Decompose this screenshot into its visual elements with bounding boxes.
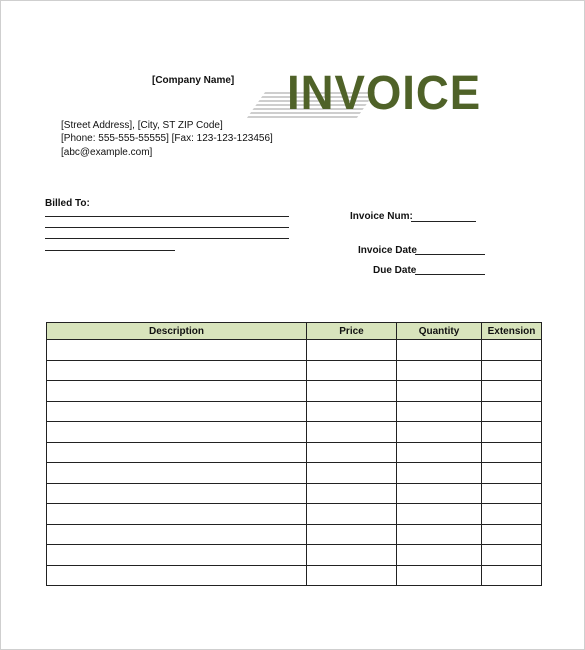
table-row (47, 360, 542, 381)
table-cell[interactable] (47, 401, 307, 422)
billed-to-line-3[interactable] (45, 238, 289, 239)
table-cell[interactable] (482, 381, 542, 402)
table-cell[interactable] (482, 504, 542, 525)
table-cell[interactable] (47, 442, 307, 463)
table-cell[interactable] (397, 422, 482, 443)
invoice-date-label: Invoice Date (358, 245, 417, 256)
table-cell[interactable] (397, 463, 482, 484)
table-cell[interactable] (47, 422, 307, 443)
table-cell[interactable] (397, 545, 482, 566)
table-row (47, 524, 542, 545)
line-items-table (46, 322, 542, 586)
billed-to-label: Billed To: (45, 198, 90, 209)
table-cell[interactable] (482, 422, 542, 443)
table-cell[interactable] (482, 360, 542, 381)
company-name: [Company Name] (152, 75, 235, 86)
invoice-date-field[interactable] (415, 254, 485, 255)
table-cell[interactable] (397, 565, 482, 586)
table-header-row (47, 323, 542, 340)
table-row (47, 340, 542, 361)
due-date-field[interactable] (415, 274, 485, 275)
table-cell[interactable] (307, 442, 397, 463)
invoice-title-block (252, 66, 482, 126)
column-header-price: Price (307, 323, 397, 340)
table-cell[interactable] (397, 483, 482, 504)
column-header-description: Description (47, 323, 307, 340)
table-cell[interactable] (307, 360, 397, 381)
company-email: [abc@example.com] (61, 147, 153, 158)
column-header-quantity: Quantity (397, 323, 482, 340)
table-cell[interactable] (482, 401, 542, 422)
table-cell[interactable] (397, 340, 482, 361)
table-cell[interactable] (482, 442, 542, 463)
invoice-num-field[interactable] (411, 221, 476, 222)
table-cell[interactable] (47, 381, 307, 402)
table-cell[interactable] (47, 504, 307, 525)
table-cell[interactable] (482, 463, 542, 484)
billed-to-line-1[interactable] (45, 216, 289, 217)
table-cell[interactable] (307, 422, 397, 443)
invoice-title: INVOICE (287, 67, 482, 120)
table-cell[interactable] (307, 340, 397, 361)
table-cell[interactable] (307, 463, 397, 484)
table-cell[interactable] (47, 360, 307, 381)
table-cell[interactable] (397, 442, 482, 463)
table-cell[interactable] (482, 483, 542, 504)
table-cell[interactable] (47, 565, 307, 586)
table-cell[interactable] (307, 401, 397, 422)
table-cell[interactable] (397, 504, 482, 525)
due-date-label: Due Date (373, 265, 417, 276)
table-cell[interactable] (307, 381, 397, 402)
table-cell[interactable] (482, 565, 542, 586)
table-row (47, 422, 542, 443)
table-row (47, 545, 542, 566)
table-cell[interactable] (397, 401, 482, 422)
table-cell[interactable] (307, 524, 397, 545)
billed-to-line-2[interactable] (45, 227, 289, 228)
table-row (47, 401, 542, 422)
table-cell[interactable] (47, 524, 307, 545)
table-row (47, 504, 542, 525)
table-cell[interactable] (482, 545, 542, 566)
table-cell[interactable] (397, 524, 482, 545)
billed-to-line-4[interactable] (45, 250, 175, 251)
table-row (47, 483, 542, 504)
column-header-extension: Extension (482, 323, 542, 340)
table-cell[interactable] (482, 524, 542, 545)
table-cell[interactable] (47, 483, 307, 504)
table-row (47, 565, 542, 586)
company-address: [Street Address], [City, ST ZIP Code] (61, 120, 223, 131)
table-cell[interactable] (397, 381, 482, 402)
table-cell[interactable] (482, 340, 542, 361)
table-row (47, 442, 542, 463)
table-cell[interactable] (47, 545, 307, 566)
invoice-num-label: Invoice Num: (350, 211, 413, 222)
table-cell[interactable] (307, 483, 397, 504)
table-row (47, 381, 542, 402)
table-cell[interactable] (47, 340, 307, 361)
table-cell[interactable] (307, 565, 397, 586)
table-cell[interactable] (47, 463, 307, 484)
table-cell[interactable] (307, 504, 397, 525)
table-row (47, 463, 542, 484)
table-cell[interactable] (397, 360, 482, 381)
company-phone-fax: [Phone: 555-555-55555] [Fax: 123-123-123456] (61, 133, 273, 144)
table-cell[interactable] (307, 545, 397, 566)
